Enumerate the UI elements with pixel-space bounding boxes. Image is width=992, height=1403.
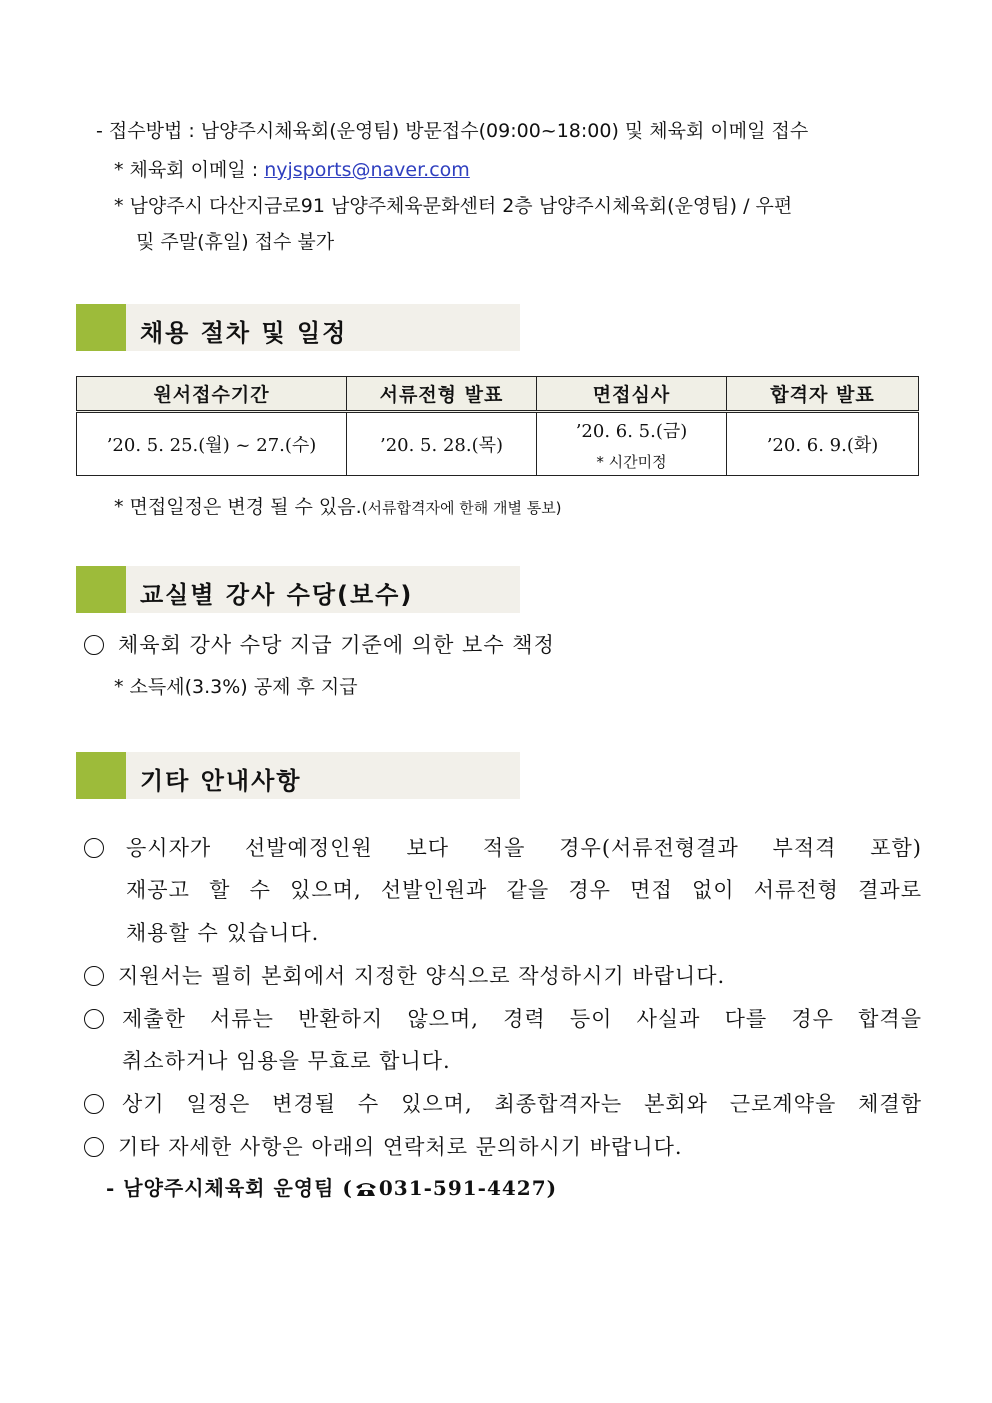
pay-item-text: 체육회 강사 수당 지급 기준에 의한 보수 책정: [118, 633, 555, 657]
table-cell-document-result: ’20. 5. 28.(목): [347, 412, 537, 476]
application-method-line: - 접수방법 : 남양주시체육회(운영팀) 방문접수(09:00~18:00) 및 체육회 이메일 접수: [96, 120, 809, 142]
section-title-other: 기타 안내사항: [140, 767, 302, 795]
section-accent-bar: [76, 752, 126, 799]
section-header-schedule: [76, 304, 520, 351]
section-title-schedule: 채용 절차 및 일정: [140, 319, 348, 347]
list-item-text: 채용할 수 있습니다.: [126, 921, 320, 945]
list-item-text: 상기 일정은 변경될 수 있으며, 최종합격자는 본회와 근로계약을 체결함: [122, 1092, 922, 1116]
address-line-2: 및 주말(휴일) 접수 불가: [136, 231, 335, 253]
list-item-text: 취소하거나 임용을 무효로 합니다.: [122, 1049, 451, 1073]
email-link[interactable]: nyjsports@naver.com: [264, 159, 470, 181]
pay-item: [84, 629, 555, 659]
section-title-pay: 교실별 강사 수당(보수): [140, 581, 414, 609]
schedule-note: [114, 492, 562, 519]
section-header-other: [76, 752, 520, 799]
table-cell-application-period: ’20. 5. 25.(월) ~ 27.(수): [77, 412, 347, 476]
table-row: [77, 412, 919, 476]
table-header-cell: 원서접수기간: [77, 377, 347, 412]
contact-name: - 남양주시체육회 운영팀 (: [106, 1176, 353, 1200]
section-accent-bar: [76, 304, 126, 351]
contact-phone[interactable]: 031-591-4427): [378, 1176, 558, 1200]
section-accent-bar: [76, 566, 126, 613]
circle-bullet-icon: [84, 1009, 104, 1029]
list-item: [84, 960, 725, 990]
email-label: * 체육회 이메일 :: [114, 159, 265, 181]
table-header-row: [77, 377, 919, 412]
circle-bullet-icon: [84, 966, 104, 986]
table-cell-final-result: ’20. 6. 9.(화): [727, 412, 919, 476]
contact-line: [106, 1172, 557, 1202]
list-item-text: 기타 자세한 사항은 아래의 연락처로 문의하시기 바랍니다.: [118, 1135, 683, 1159]
schedule-table: [76, 376, 919, 476]
table-header-cell: 면접심사: [537, 377, 727, 412]
circle-bullet-icon: [84, 1137, 104, 1157]
circle-bullet-icon: [84, 838, 104, 858]
email-line: [114, 155, 470, 182]
list-item: [84, 1131, 683, 1161]
interview-time-note: * 시간미정: [596, 452, 667, 471]
interview-date: ’20. 6. 5.(금): [575, 420, 688, 442]
table-header-cell: 서류전형 발표: [347, 377, 537, 412]
table-header-cell: 합격자 발표: [727, 377, 919, 412]
schedule-note-detail: (서류합격자에 한해 개별 통보): [361, 499, 562, 517]
list-item-text: 지원서는 필히 본회에서 지정한 양식으로 작성하시기 바랍니다.: [118, 964, 726, 988]
circle-bullet-icon: [84, 1094, 104, 1114]
table-cell-interview: [537, 412, 727, 476]
address-line-1: * 남양주시 다산지금로91 남양주체육문화센터 2층 남양주시체육회(운영팀) / 우편: [114, 195, 793, 217]
list-item-text: 재공고 할 수 있으며, 선발인원과 같을 경우 면접 없이 서류전형 결과로: [126, 878, 922, 902]
schedule-note-main: * 면접일정은 변경 될 수 있음.: [114, 496, 362, 518]
circle-bullet-icon: [84, 635, 104, 655]
list-item-text: 제출한 서류는 반환하지 않으며, 경력 등이 사실과 다를 경우 합격을: [122, 1007, 922, 1031]
telephone-icon: [355, 1178, 377, 1202]
list-item-text: 응시자가 선발예정인원 보다 적을 경우(서류전형결과 부적격 포함): [126, 836, 922, 860]
pay-note: * 소득세(3.3%) 공제 후 지급: [114, 676, 358, 698]
section-header-pay: [76, 566, 520, 613]
